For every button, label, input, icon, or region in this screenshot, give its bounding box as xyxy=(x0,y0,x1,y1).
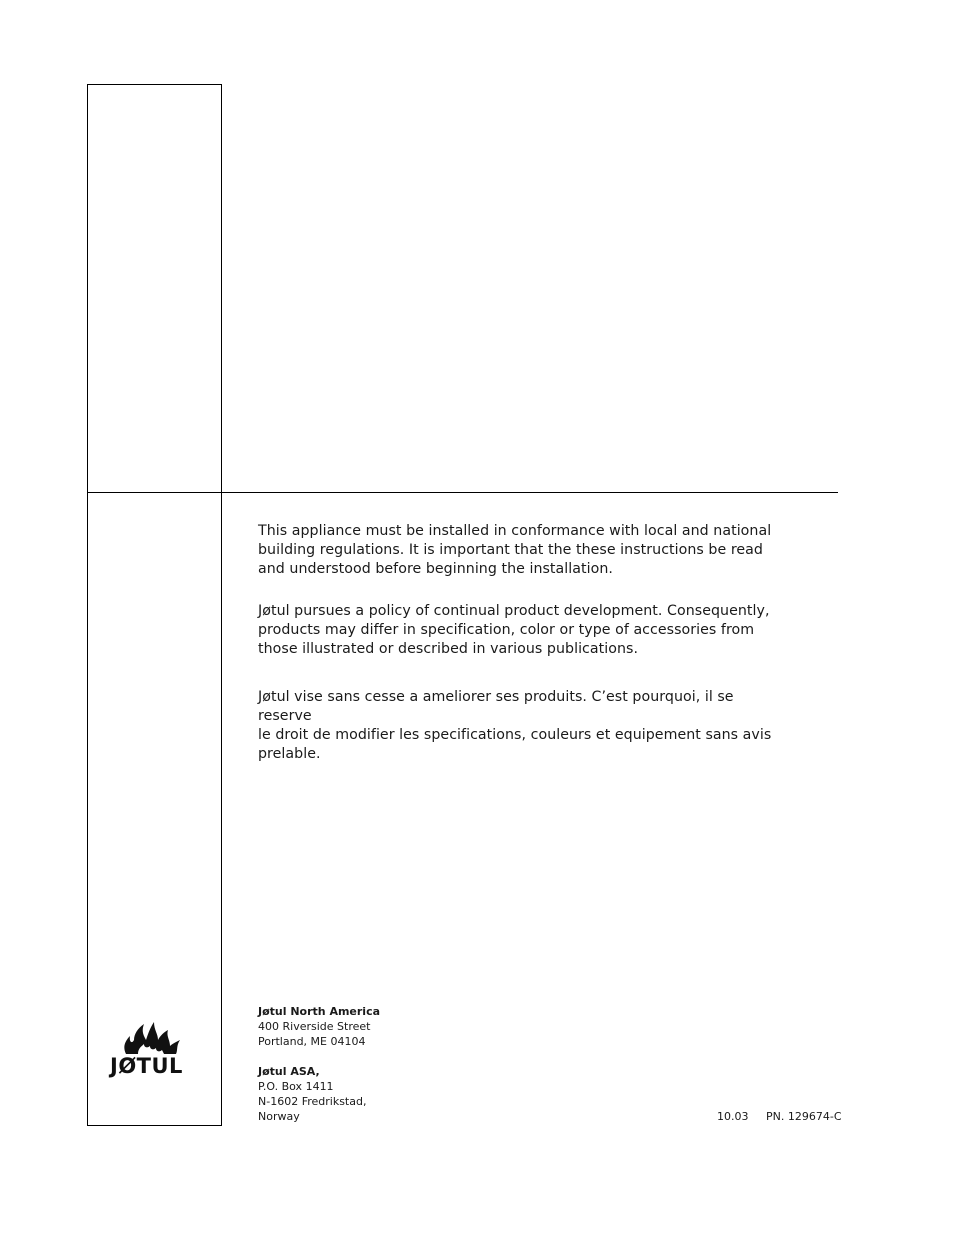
installation-notice-paragraph: This appliance must be installed in conformance with local and national building regulations. It is important that the these instructions be read and understood before beginning the installation. xyxy=(258,523,772,577)
french-policy-paragraph: Jøtul vise sans cesse a ameliorer ses produits. C’est pourquoi, il se reserve le droit de modifier les specifications, couleurs et equipement sans avis prelable. xyxy=(258,689,772,762)
section-divider xyxy=(221,492,838,493)
left-sidebar-frame xyxy=(87,84,222,1126)
address-north-america xyxy=(258,1004,380,1049)
sidebar-divider xyxy=(87,492,221,493)
company-name: Jøtul ASA, xyxy=(258,1065,320,1078)
address-line: Norway xyxy=(258,1110,300,1123)
flame-logo-icon xyxy=(110,1018,196,1054)
address-line: P.O. Box 1411 xyxy=(258,1080,334,1093)
part-number: PN. 129674-C xyxy=(766,1110,842,1123)
product-policy-paragraph: Jøtul pursues a policy of continual product development. Consequently, products may differ in specification, color or type of accessories from those illustrated or described in various publications. xyxy=(258,603,770,657)
logo-wordmark: JØTUL xyxy=(110,1054,183,1078)
address-line: 400 Riverside Street xyxy=(258,1020,371,1033)
jotul-logo xyxy=(110,1018,196,1084)
company-name: Jøtul North America xyxy=(258,1005,381,1018)
address-asa xyxy=(258,1064,366,1124)
address-line: N-1602 Fredrikstad, xyxy=(258,1095,367,1108)
document-date: 10.03 xyxy=(717,1110,749,1123)
address-line: Portland, ME 04104 xyxy=(258,1035,366,1048)
